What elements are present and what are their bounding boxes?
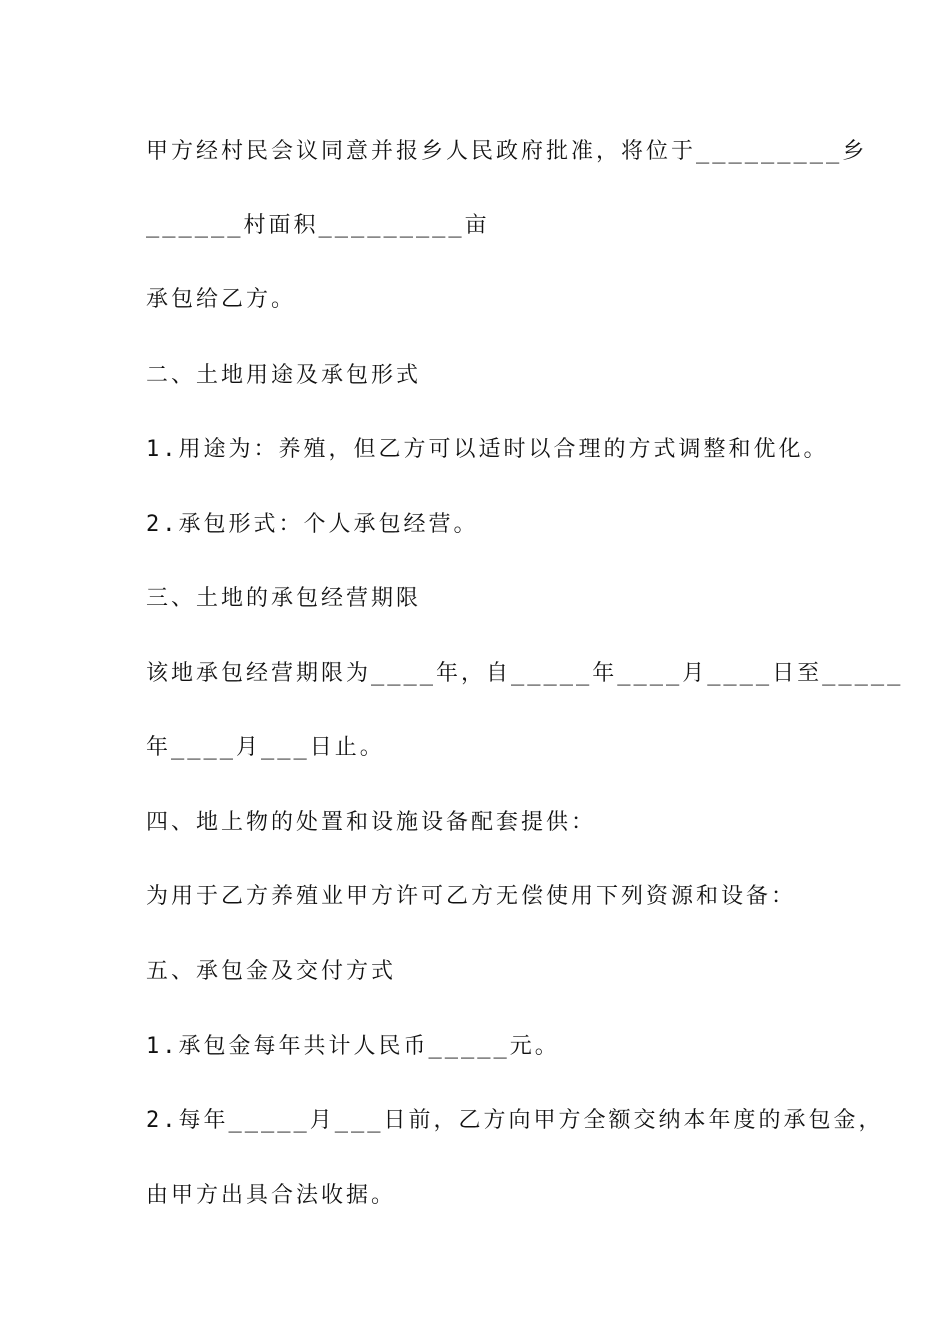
section-heading: 二、土地用途及承包形式	[146, 363, 422, 388]
paragraph-line: 为用于乙方养殖业甲方许可乙方无偿使用下列资源和设备：	[146, 884, 797, 909]
paragraph-line: 该地承包经营期限为____年，自_____年____月____日至_____	[146, 661, 904, 686]
paragraph-line: 承包给乙方。	[146, 287, 297, 312]
paragraph-line: 年____月___日止。	[146, 735, 385, 760]
paragraph-line: ______村面积_________亩	[146, 213, 490, 238]
section-heading: 五、承包金及交付方式	[146, 959, 397, 984]
section-heading: 三、土地的承包经营期限	[146, 586, 422, 611]
section-heading: 四、地上物的处置和设施设备配套提供：	[146, 810, 597, 835]
paragraph-line: 甲方经村民会议同意并报乡人民政府批准，将位于_________乡	[146, 139, 868, 164]
paragraph-line: 2.每年_____月___日前，乙方向甲方全额交纳本年度的承包金，	[146, 1108, 884, 1133]
paragraph-line: 2.承包形式：个人承包经营。	[146, 512, 479, 537]
paragraph-line: 1.用途为：养殖，但乙方可以适时以合理的方式调整和优化。	[146, 437, 829, 462]
paragraph-line: 1.承包金每年共计人民币_____元。	[146, 1034, 560, 1059]
paragraph-line: 由甲方出具合法收据。	[146, 1183, 397, 1208]
